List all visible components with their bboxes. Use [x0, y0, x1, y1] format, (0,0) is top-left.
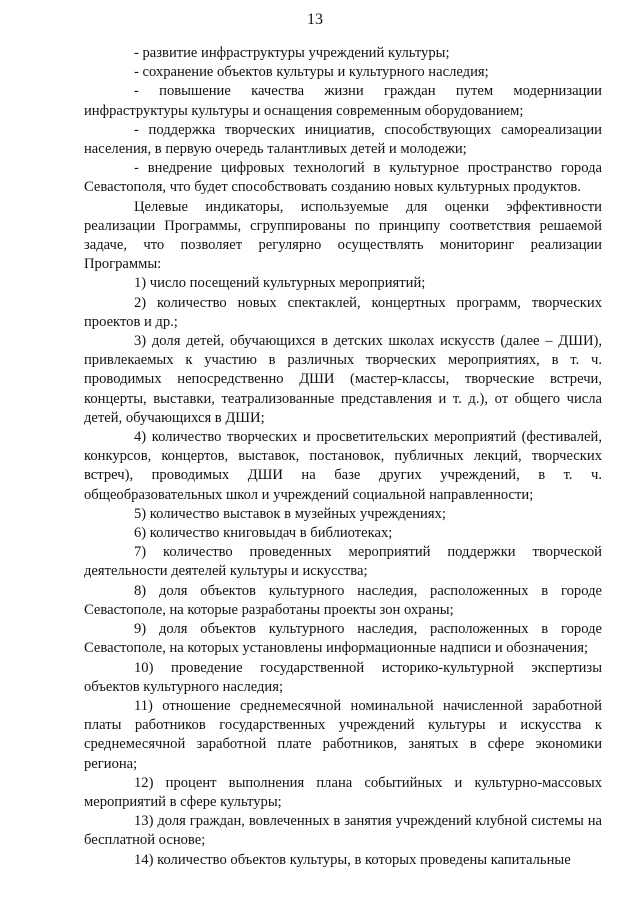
indicator-4: 4) количество творческих и просветительских мероприятий (фестивалей, конкурсов, концертов, выставок, постановок, публичных лекций, творческих встреч), проводимых ДШИ на базе других учреждений, в т. ч. общеобразовательных школ и учреждений социальной направленности;: [84, 429, 602, 503]
indicator-14: 14) количество объектов культуры, в которых проведены капитальные: [134, 851, 571, 868]
indicator-13: 13) доля граждан, вовлеченных в занятия учреждений клубной системы на бесплатной основе;: [84, 813, 602, 849]
bullet-infrastructure: - развитие инфраструктуры учреждений культуры;: [134, 45, 450, 61]
bullet-quality-of-life: - повышение качества жизни граждан путем модернизации инфраструктуры культуры и оснащения современным оборудованием;: [84, 83, 602, 119]
indicator-3: 3) доля детей, обучающихся в детских школах искусств (далее – ДШИ), привлекаемых к участию в различных творческих мероприятиях, в т. ч. проводимых непосредственно ДШИ (мастер-классы, творческие встречи, концерты, выставки, театрализованные представления и т. д.), от общего числа детей, обучающихся в ДШИ;: [84, 333, 602, 426]
target-indicators-intro: Целевые индикаторы, используемые для оценки эффективности реализации Программы, сгруппированы по принципу соответствия решаемой задаче, что позволяет регулярно осуществлять мониторинг реализации Программы:: [84, 198, 602, 273]
indicator-7: 7) количество проведенных мероприятий поддержки творческой деятельности деятелей культуры и искусства;: [84, 544, 602, 580]
page-number: 13: [307, 11, 323, 28]
indicator-8: 8) доля объектов культурного наследия, расположенных в городе Севастополе, на которые разработаны проекты зон охраны;: [84, 582, 602, 618]
indicator-1: 1) число посещений культурных мероприятий;: [134, 275, 426, 292]
indicator-2: 2) количество новых спектаклей, концертных программ, творческих проектов и др.;: [84, 294, 602, 330]
indicator-12: 12) процент выполнения плана событийных и культурно-массовых мероприятий в сфере культуры;: [84, 774, 602, 810]
bullet-creative-initiatives: - поддержка творческих инициатив, способствующих самореализации населения, в первую очередь талантливых детей и молодежи;: [84, 121, 602, 158]
bullet-heritage-preservation: - сохранение объектов культуры и культурного наследия;: [134, 64, 489, 81]
indicator-6: 6) количество книговыдач в библиотеках;: [134, 525, 393, 542]
indicator-10: 10) проведение государственной историко-культурной экспертизы объектов культурного наследия;: [84, 659, 602, 695]
document-body: [84, 44, 602, 870]
bullet-digital-technologies: - внедрение цифровых технологий в культурное пространство города Севастополя, что будет способствовать созданию новых культурных продуктов.: [84, 160, 602, 196]
indicator-11: 11) отношение среднемесячной номинальной начисленной заработной платы работников государственных учреждений культуры и искусства к среднемесячной заработной плате работников, занятых в сфере экономики региона;: [84, 697, 602, 772]
indicator-9: 9) доля объектов культурного наследия, расположенных в городе Севастополе, на которых установлены информационные надписи и обозначения;: [84, 621, 602, 657]
indicator-5: 5) количество выставок в музейных учреждениях;: [134, 505, 446, 522]
